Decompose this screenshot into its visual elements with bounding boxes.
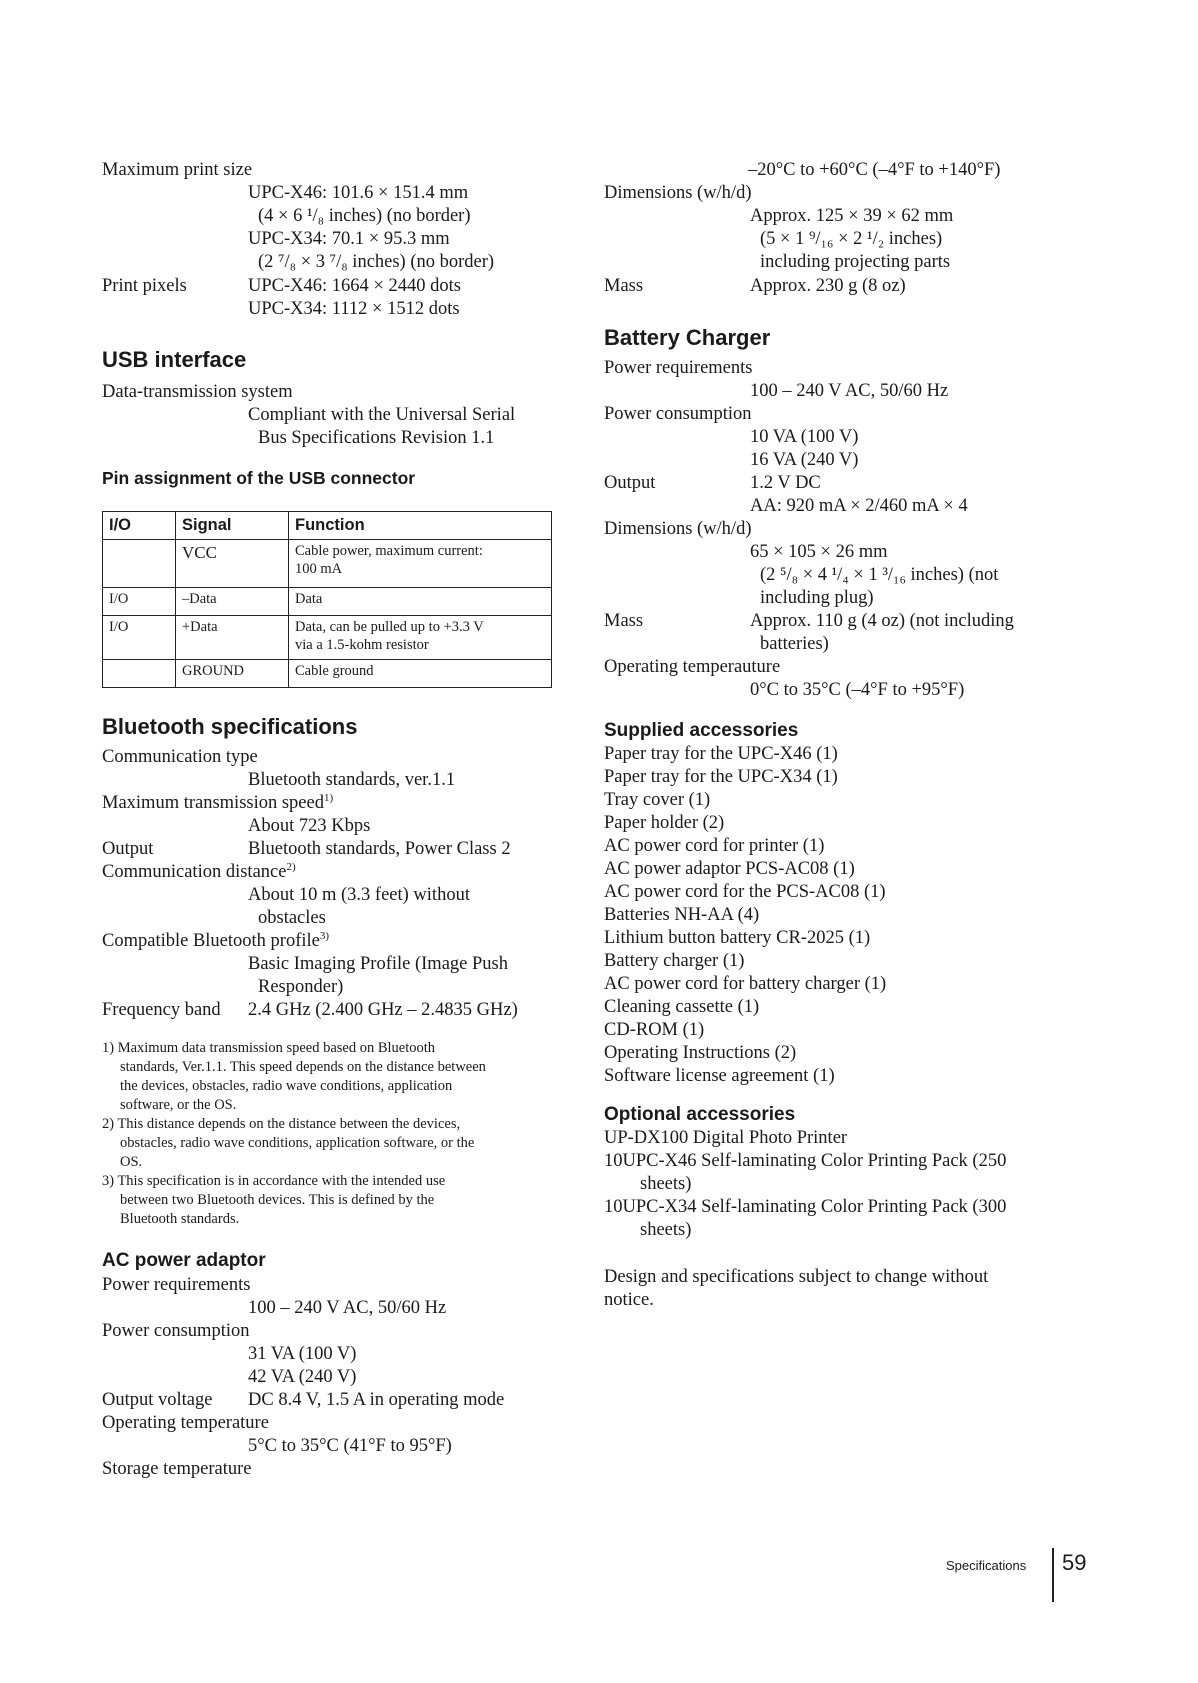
cell-io (103, 540, 176, 588)
footer-divider (1052, 1548, 1054, 1602)
frequency-value: 2.4 GHz (2.400 GHz – 2.4835 GHz) (248, 1000, 518, 1020)
charger-power-cons-value: 10 VA (100 V) (750, 427, 859, 447)
comm-distance-value: obstacles (258, 908, 326, 928)
output-value: Bluetooth standards, Power Class 2 (248, 839, 511, 859)
mass-label: Mass (604, 276, 644, 296)
charger-dimensions-value: (2 ⁵/₈ × 4 ¹/₄ × 1 ³/₁₆ inches) (not (760, 565, 999, 585)
charger-mass-label: Mass (604, 611, 644, 631)
optional-accessories-heading: Optional accessories (604, 1104, 796, 1125)
footnote-1: standards, Ver.1.1. This speed depends on the distance between (120, 1059, 486, 1075)
list-item: Operating Instructions (2) (604, 1043, 797, 1063)
footnote-3: Bluetooth standards. (120, 1211, 240, 1227)
charger-power-req-value: 100 – 240 V AC, 50/60 Hz (750, 381, 949, 401)
comm-distance-value: About 10 m (3.3 feet) without (248, 885, 470, 905)
charger-output-label: Output (604, 473, 656, 493)
list-item: AC power cord for the PCS-AC08 (1) (604, 882, 886, 902)
cell-signal: GROUND (176, 660, 289, 688)
cell-io: I/O (103, 616, 176, 660)
list-item: Paper tray for the UPC-X46 (1) (604, 744, 838, 764)
list-item: Paper holder (2) (604, 813, 725, 833)
print-size-value: UPC-X34: 70.1 × 95.3 mm (248, 229, 450, 249)
charger-power-req-label: Power requirements (604, 358, 753, 378)
list-item: CD-ROM (1) (604, 1020, 705, 1040)
data-transmission-value: Bus Specifications Revision 1.1 (258, 428, 495, 448)
notice-text: notice. (604, 1290, 654, 1310)
notice-text: Design and specifications subject to change without (604, 1267, 989, 1287)
footer-section-label: Specifications (946, 1558, 1027, 1573)
cell-function: Data (289, 588, 552, 616)
charger-power-cons-value: 16 VA (240 V) (750, 450, 859, 470)
print-size-value: (2 ⁷/₈ × 3 ⁷/₈ inches) (no border) (258, 252, 495, 272)
function-text: via a 1.5-kohm resistor (295, 637, 429, 653)
usb-heading: USB interface (102, 347, 247, 372)
usb-pin-table (102, 511, 552, 688)
storage-temp-value: –20°C to +60°C (–4°F to +140°F) (748, 160, 1001, 180)
frequency-label: Frequency band (102, 1000, 221, 1020)
function-text: 100 mA (295, 561, 343, 577)
table-header-row (103, 512, 552, 540)
footnote-3: between two Bluetooth devices. This is defined by the (120, 1192, 435, 1208)
table-row (103, 588, 552, 616)
charger-op-temp-value: 0°C to 35°C (–4°F to +95°F) (750, 680, 965, 700)
ac-power-cons-label: Power consumption (102, 1321, 250, 1341)
max-speed-value: About 723 Kbps (248, 816, 371, 836)
cell-function (289, 616, 552, 660)
list-item: AC power adaptor PCS-AC08 (1) (604, 859, 855, 879)
page-number: 59 (1062, 1550, 1087, 1575)
charger-dimensions-label: Dimensions (w/h/d) (604, 519, 752, 539)
dimensions-value: Approx. 125 × 39 × 62 mm (750, 206, 954, 226)
profile-value: Responder) (258, 977, 344, 997)
charger-power-cons-label: Power consumption (604, 404, 752, 424)
ac-power-req-value: 100 – 240 V AC, 50/60 Hz (248, 1298, 447, 1318)
charger-dimensions-value: including plug) (760, 588, 874, 608)
list-item: AC power cord for battery charger (1) (604, 974, 887, 994)
comm-type-label: Communication type (102, 747, 258, 767)
output-voltage-value: DC 8.4 V, 1.5 A in operating mode (248, 1390, 505, 1410)
profile-label (102, 930, 329, 952)
list-item: sheets) (640, 1174, 692, 1194)
list-item: Tray cover (1) (604, 790, 711, 810)
list-item: UP-DX100 Digital Photo Printer (604, 1128, 848, 1148)
print-size-label: Maximum print size (102, 160, 253, 180)
list-item: Cleaning cassette (1) (604, 997, 760, 1017)
signal-vcc: VCC (182, 543, 217, 562)
footnote-3: 3) This specification is in accordance with the intended use (102, 1173, 446, 1189)
list-item: AC power cord for printer (1) (604, 836, 825, 856)
list-item: sheets) (640, 1220, 692, 1240)
charger-dimensions-value: 65 × 105 × 26 mm (750, 542, 888, 562)
col-function-header: Function (289, 512, 552, 540)
max-speed-text: Maximum transmission speed (102, 793, 324, 813)
pin-assignment-heading: Pin assignment of the USB connector (102, 468, 416, 488)
cell-io (103, 660, 176, 688)
cell-signal: –Data (176, 588, 289, 616)
comm-type-value: Bluetooth standards, ver.1.1 (248, 770, 456, 790)
data-transmission-label: Data-transmission system (102, 382, 293, 402)
charger-output-value: AA: 920 mA × 2/460 mA × 4 (750, 496, 968, 516)
cell-function (289, 540, 552, 588)
list-item: Software license agreement (1) (604, 1066, 835, 1086)
function-text: Data, can be pulled up to +3.3 V (295, 619, 484, 635)
print-pixels-value: UPC-X34: 1112 × 1512 dots (248, 299, 460, 319)
print-size-value: UPC-X46: 101.6 × 151.4 mm (248, 183, 469, 203)
cell-function: Cable ground (289, 660, 552, 688)
mass-value: Approx. 230 g (8 oz) (750, 276, 906, 296)
footnote-2: 2) This distance depends on the distance between the devices, (102, 1116, 461, 1132)
col-signal-header: Signal (176, 512, 289, 540)
charger-output-value: 1.2 V DC (750, 473, 821, 493)
data-transmission-value: Compliant with the Universal Serial (248, 405, 516, 425)
table-row (103, 616, 552, 660)
cell-signal: +Data (176, 616, 289, 660)
ac-op-temp-label: Operating temperature (102, 1413, 269, 1433)
supplied-accessories-heading: Supplied accessories (604, 720, 799, 741)
ac-adaptor-heading: AC power adaptor (102, 1250, 266, 1271)
dimensions-value: including projecting parts (760, 252, 951, 272)
cell-io: I/O (103, 588, 176, 616)
list-item: 10UPC-X34 Self-laminating Color Printing Pack (300 (604, 1197, 1007, 1217)
profile-text: Compatible Bluetooth profile (102, 931, 320, 951)
battery-charger-heading: Battery Charger (604, 325, 771, 350)
print-pixels-value: UPC-X46: 1664 × 2440 dots (248, 276, 461, 296)
footnote-ref: 2) (286, 860, 296, 873)
charger-op-temp-label: Operating temperauture (604, 657, 781, 677)
col-io-header: I/O (103, 512, 176, 540)
print-size-value: (4 × 6 ¹/₈ inches) (no border) (258, 206, 471, 226)
ac-power-cons-value: 42 VA (240 V) (248, 1367, 357, 1387)
footnote-2: OS. (120, 1154, 143, 1170)
ac-op-temp-value: 5°C to 35°C (41°F to 95°F) (248, 1436, 452, 1456)
table-row (103, 660, 552, 688)
comm-distance-text: Communication distance (102, 862, 287, 882)
dimensions-value: (5 × 1 ⁹/₁₆ × 2 ¹/₂ inches) (760, 229, 943, 249)
footnote-2: obstacles, radio wave conditions, application software, or the (120, 1135, 475, 1151)
output-label: Output (102, 839, 154, 859)
output-voltage-label: Output voltage (102, 1390, 213, 1410)
charger-mass-value: Approx. 110 g (4 oz) (not including (750, 611, 1014, 631)
footnote-1: software, or the OS. (120, 1097, 237, 1113)
storage-temp-label: Storage temperature (102, 1459, 252, 1479)
ac-power-cons-value: 31 VA (100 V) (248, 1344, 357, 1364)
cell-signal (176, 540, 289, 588)
print-pixels-label: Print pixels (102, 276, 187, 296)
list-item: Paper tray for the UPC-X34 (1) (604, 767, 838, 787)
list-item: Lithium button battery CR-2025 (1) (604, 928, 871, 948)
footnote-ref: 1) (323, 791, 334, 804)
comm-distance-label (102, 861, 296, 883)
charger-mass-value: batteries) (760, 634, 829, 654)
max-speed-label (102, 792, 333, 814)
function-text: Cable power, maximum current: (295, 543, 483, 559)
ac-power-req-label: Power requirements (102, 1275, 251, 1295)
profile-value: Basic Imaging Profile (Image Push (248, 954, 508, 974)
bluetooth-heading: Bluetooth specifications (102, 714, 358, 739)
footnote-ref: 3) (319, 929, 330, 942)
dimensions-label: Dimensions (w/h/d) (604, 183, 752, 203)
list-item: Batteries NH-AA (4) (604, 905, 760, 925)
list-item: 10UPC-X46 Self-laminating Color Printing Pack (250 (604, 1151, 1007, 1171)
footnote-1: 1) Maximum data transmission speed based on Bluetooth (102, 1040, 436, 1056)
list-item: Battery charger (1) (604, 951, 745, 971)
table-row (103, 540, 552, 588)
footnote-1: the devices, obstacles, radio wave conditions, application (120, 1078, 453, 1094)
